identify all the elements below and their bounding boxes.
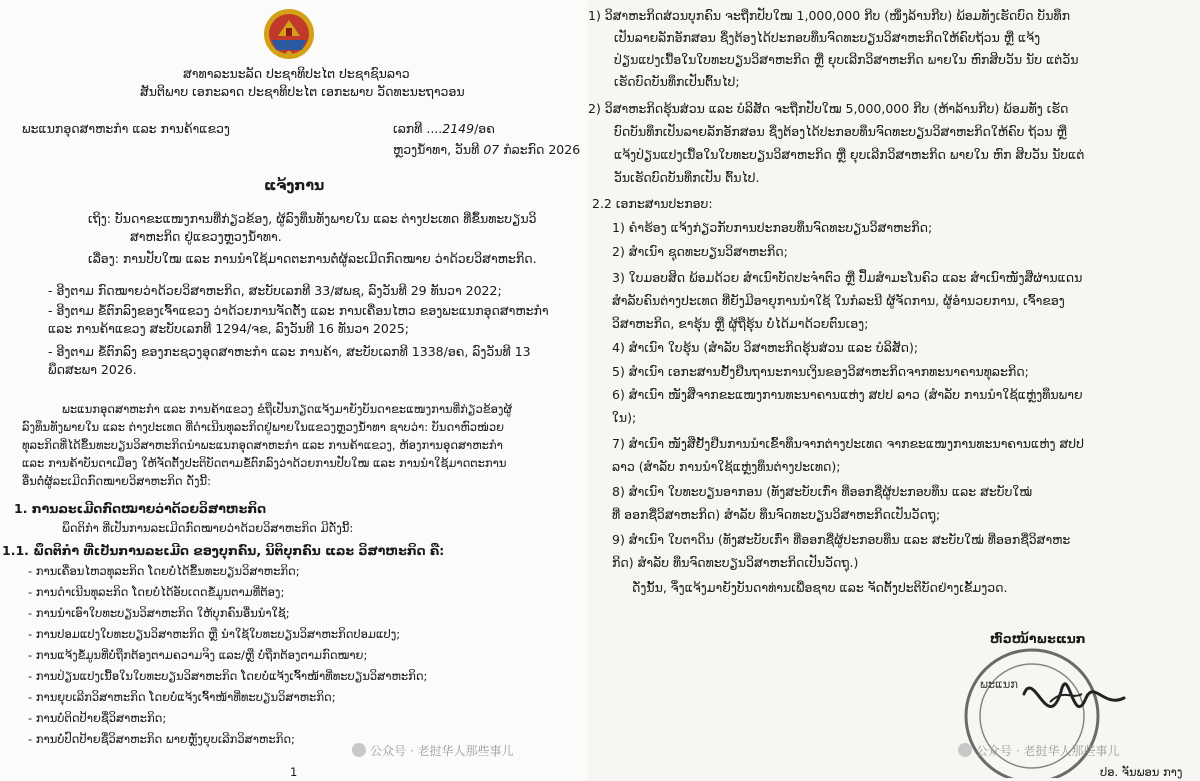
reference-3: - ອີງຕາມ ຂໍ້ຕົກລົງ ຂອງກະຊວງອຸດສາຫະກຳ ແລະ ການຄ້າ, ສະບັບເລກທີ 1338/ອຄ, ລົງວັນທີ 13: [48, 344, 531, 359]
section-1-1-heading: 1.1. ພຶດຕິກຳ ທີ່ເປັນການລະເມີດ ຂອງບຸກຄົນ, ນິຕິບຸກຄົນ ແລະ ວິສາຫະກິດ ຄື:: [2, 543, 445, 558]
document-item: 6) ສຳເນົາ ໜັງສືຈາກຂະແໜງການທະນາຄານແຫ່ງ ສປປ ລາວ (ສຳລັບ ການນຳໃຊ້ແຫຼ່ງທຶນພາຍ: [612, 387, 1083, 402]
violation-item: - ການບໍ່ປົດປ້າຍຊື່ວິສາຫະກິດ ພາຍຫຼັງຍຸບເລີກວິສາຫະກິດ;: [28, 732, 295, 746]
violation-item: - ການບໍ່ຕິດປ້າຍຊື່ວິສາຫະກິດ;: [28, 711, 167, 725]
date-suffix: ກໍລະກົດ 2026: [503, 142, 581, 157]
signer-name: ປອ. ຈັນພອນ ກາງ: [1100, 765, 1183, 779]
document-item: 7) ສຳເນົາ ໜັງສືຢັ້ງຢືນການນຳເຂົ້າທຶນຈາກຕ່າງປະເທດ ຈາກຂະແໜງການທະນາຄານແຫ່ງ ສປປ: [612, 436, 1084, 451]
violation-item: - ການປ່ຽນແປງເນື້ອໃນໃບທະບຽນວິສາຫະກິດ ໂດຍບໍ່ແຈ້ງເຈົ້າໜ້າທີ່ທະບຽນວິສາຫະກິດ;: [28, 669, 428, 683]
violation-item: - ການເຄື່ອນໄຫວທຸລະກິດ ໂດຍບໍ່ໄດ້ຂຶ້ນທະບຽນວິສາຫະກິດ;: [28, 564, 300, 578]
watermark-left: 公众号 · 老挝华人那些事儿: [352, 742, 513, 759]
violation-item: - ການດຳເນີນທຸລະກິດ ໂດຍບໍ່ໄດ້ອັບເດດຂໍ້ມູນຕາມທີ່ຕ້ອງ;: [28, 585, 285, 599]
closing-line: ດັ່ງນັ້ນ, ຈຶ່ງແຈ້ງມາຍັງບັນດາທ່ານເພື່ອຊາບ ແລະ ຈັດຕັ້ງປະຕິບັດຢ່າງເຂັ້ມງວດ.: [632, 580, 1008, 595]
penalty-2-line-2: ບົດບັນທຶກເປັນລາຍລັກອັກສອນ ຊຶ່ງຕ້ອງໄດ້ປະກອບທຶນຈົດທະບຽນວິສາຫະກິດໃຫ້ຄົບ ຖ້ວນ ຫຼື: [614, 124, 1067, 139]
body-line-5: ອື່ນຕໍ່ຜູ້ລະເມີດກົດໝາຍວິສາຫະກິດ ດັ່ງນີ້:: [22, 474, 211, 488]
document-item-cont: ສຳລັບຄົນຕ່າງປະເທດ ທີ່ຍັງມີອາຍຸການນຳໃຊ້ ໃນກໍລະນີ ຜູ້ຈັດການ, ຜູ້ອຳນວຍການ, ເຈົ້າຂອງ: [612, 293, 1065, 308]
section-2-2-heading: 2.2 ເອກະສານປະກອບ:: [592, 196, 713, 211]
section-1-heading: 1. ການລະເມີດກົດໝາຍວ່າດ້ວຍວິສາຫະກິດ: [14, 501, 267, 516]
penalty-2-line-4: ວັນເຮັດບົດບັນທຶກເປັນ ຕົ້ນໄປ.: [614, 170, 760, 185]
ministry-name: ພະແນກອຸດສາຫະກຳ ແລະ ການຄ້າແຂວງ: [22, 121, 230, 136]
penalty-1-line-2: ເປັນລາຍລັກອັກສອນ ຊຶ່ງຕ້ອງໄດ້ປະກອບທຶນຈົດທະບຽນວິສາຫະກິດໃຫ້ຄົບຖ້ວນ ຫຼື ແຈ້ງ: [614, 30, 1041, 45]
document-item: 2) ສຳເນົາ ຊຸດທະບຽນວິສາຫະກິດ;: [612, 244, 788, 259]
reference-1: - ອີງຕາມ ກົດໝາຍວ່າດ້ວຍວິສາຫະກິດ, ສະບັບເລກທີ 33/ສພຊ, ລົງວັນທີ 29 ທັນວາ 2022;: [48, 283, 502, 298]
body-line-3: ທຸລະກິດທີ່ໄດ້ຂຶ້ນທະບຽນວິສາຫະກິດນຳພະແນກອຸດສາຫະກຳ ແລະ ການຄ້າແຂວງ, ຫ້ອງການອຸດສາຫະກຳ: [22, 438, 503, 452]
reference-3-cont: ພຶດສະພາ 2026.: [48, 362, 137, 377]
penalty-1-line-1: 1) ວິສາຫະກິດສ່ວນບຸກຄົນ ຈະຖືກປັບໃໝ 1,000,000 ກີບ (ໜຶ່ງລ້ານກີບ) ພ້ອມທັງເຮັດບົດ ບັນທຶກ: [588, 8, 1071, 23]
wechat-icon: [958, 743, 972, 757]
doc-no-suffix: /ອຄ: [474, 121, 495, 136]
document-item: 5) ສຳເນົາ ເອກະສານຢັ້ງຢືນຖານະການເງິນຂອງວິສາຫະກິດຈາກທະນາຄານທຸລະກິດ;: [612, 364, 1029, 379]
document-item-cont: ກິດ) ສຳລັບ ທຶນຈົດທະບຽນວິສາຫະກິດເປັນວັດຖຸ.): [612, 555, 859, 570]
notice-title: ແຈ້ງການ: [264, 178, 325, 194]
violation-item: - ການນຳເອົາໃບທະບຽນວິສາຫະກິດ ໃຫ້ບຸກຄົນອື່ນນຳໃຊ້;: [28, 606, 290, 620]
date-prefix: ຫຼວງນ້ຳທາ, ວັນທີ: [393, 142, 480, 157]
reference-2-cont: ແລະ ການຄ້າແຂວງ ສະບັບເລກທີ 1294/ຈຂ, ລົງວັນທີ 16 ທັນວາ 2025;: [48, 321, 409, 336]
document-item: 3) ໃບມອບສິດ ພ້ອມດ້ວຍ ສຳເນົາບັດປະຈຳຕົວ ຫຼື ປຶ້ມສຳມະໂນຄົວ ແລະ ສຳເນົາໜັງສືຜ່ານແດນ: [612, 270, 1083, 285]
document-item-cont: ໃນ);: [612, 410, 637, 425]
section-1-intro: ພຶດຕິກຳ ທີ່ເປັນການລະເມີດກົດໝາຍວ່າດ້ວຍວິສາຫະກິດ ມີດັ່ງນີ້:: [62, 521, 354, 535]
document-item: 4) ສຳເນົາ ໃບຮຸ້ນ (ສຳລັບ ວິສາຫະກິດຮຸ້ນສ່ວນ ແລະ ບໍລິສັດ);: [612, 340, 919, 355]
left-page: [0, 0, 588, 781]
document-item: 9) ສຳເນົາ ໃບຕາດິນ (ທັງສະບັບເກົ່າ ທີ່ອອກຊື່ຜູ້ປະກອບທຶນ ແລະ ສະບັບໃໝ່ ທີ່ອອກຊື່ວິສາຫະ: [612, 532, 1071, 547]
penalty-1-line-4: ເຮັດບົດບັນທຶກເປັນຕົ້ນໄປ;: [614, 74, 740, 89]
document-item-cont: ລາວ (ສຳລັບ ການນຳໃຊ້ແຫຼ່ງທຶນຕ່າງປະເທດ);: [612, 459, 841, 474]
header-line-2: ສັນຕິພາບ ເອກະລາດ ປະຊາທິປະໄຕ ເອກະພາບ ວັດທະນະຖາວອນ: [140, 84, 465, 99]
watermark-right: 公众号 · 老挝华人那些事儿: [958, 742, 1119, 759]
date-day: 07: [483, 142, 500, 157]
subject-line: ເລື່ອງ: ການປັບໃໝ ແລະ ການນຳໃຊ້ມາດຕະການຕໍ່ຜູ້ລະເມີດກົດໝາຍ ວ່າດ້ວຍວິສາຫະກິດ.: [88, 251, 537, 266]
penalty-2-line-1: 2) ວິສາຫະກິດຮຸ້ນສ່ວນ ແລະ ບໍລິສັດ ຈະຖືກປັບໃໝ 5,000,000 ກີບ (ຫ້າລ້ານກີບ) ພ້ອມທັງ ເຮັດ: [588, 101, 1069, 116]
violation-item: - ການປອມແປງໃບທະບຽນວິສາຫະກິດ ຫຼື ນຳໃຊ້ໃບທະບຽນວິສາຫະກິດປອມແປງ;: [28, 627, 401, 641]
document-number: ເລກທີ ....2149/ອຄ: [393, 121, 495, 136]
reference-2: - ອີງຕາມ ຂໍ້ຕົກລົງຂອງເຈົ້າແຂວງ ວ່າດ້ວຍການຈັດຕັ້ງ ແລະ ການເຄື່ອນໄຫວ ຂອງພະແນກອຸດສາຫະກຳ: [48, 303, 549, 318]
national-emblem-icon: [262, 6, 316, 62]
penalty-2-line-3: ແຈ້ງປ່ຽນແປງເນື້ອໃນໃບທະບຽນວິສາຫະກິດ ຫຼື ຍຸບເລີກວິສາຫະກິດ ພາຍໃນ ຫົກ ສິບວັນ ນັບແຕ່: [614, 147, 1085, 162]
wechat-icon: [352, 743, 366, 757]
document-date: [393, 142, 580, 158]
to-line-2: ສາຫະກິດ ຢູ່ແຂວງຫຼວງນ້ຳທາ.: [130, 229, 282, 244]
body-line-1: ພະແນກອຸດສາຫະກຳ ແລະ ການຄ້າແຂວງ ຂໍຖືເປັນກຽດແຈ້ງມາຍັງບັນດາຂະແໜງການທີ່ກ່ຽວຂ້ອງຜູ້: [62, 402, 513, 416]
violation-item: - ການຍຸບເລີກວິສາຫະກິດ ໂດຍບໍ່ແຈ້ງເຈົ້າໜ້າທີ່ທະບຽນວິສາຫະກິດ;: [28, 690, 336, 704]
doc-no-value: 2149: [442, 121, 475, 136]
penalty-1-line-3: ປ່ຽນແປງເນື້ອໃນໃບທະບຽນວິສາຫະກິດ ຫຼື ຍຸບເລີກວິສາຫະກິດ ພາຍໃນ ຫົກສິບວັນ ນັບ ແຕ່ວັນ: [614, 52, 1079, 67]
violation-item: - ການແຈ້ງຂໍ້ມູນທີ່ບໍ່ຖືກຕ້ອງຕາມຄວາມຈິງ ແລະ/ຫຼື ບໍ່ຖືກຕ້ອງຕາມກົດໝາຍ;: [28, 648, 368, 662]
to-line-1: ເຖິງ: ບັນດາຂະແໜງການທີ່ກ່ຽວຂ້ອງ, ຜູ້ລົງທຶນທັງພາຍໃນ ແລະ ຕ່າງປະເທດ ທີ່ຂຶ້ນທະບຽນວິ: [88, 211, 537, 226]
body-line-2: ລົງທຶນທັງພາຍໃນ ແລະ ຕ່າງປະເທດ ທີ່ດຳເນີນທຸລະກິດຢູ່ພາຍໃນແຂວງຫຼວງນ້ຳທາ ຊາບວ່າ: ບັນດາຫົວໜ່ວຍ: [22, 420, 505, 434]
doc-no-label: ເລກທີ: [393, 121, 423, 136]
document-item: 1) ຄຳຮ້ອງ ແຈ້ງກ່ຽວກັບການປະກອບທຶນຈົດທະບຽນວິສາຫະກິດ;: [612, 220, 933, 235]
right-page: [588, 0, 1200, 781]
page-number: 1: [290, 765, 298, 779]
document-item-cont: ວິສາຫະກິດ, ຂາຮຸ້ນ ຫຼື ຜູ້ຖືຮຸ້ນ ບໍ່ໄດ້ມາດ້ວຍຕົນເອງ;: [612, 316, 869, 331]
document-item-cont: ທີ່ ອອກຊື່ວິສາຫະກິດ) ສຳລັບ ທຶນຈົດທະບຽນວິສາຫະກິດເປັນວັດຖຸ;: [612, 507, 941, 522]
stamp-text: ພະແນກ: [980, 677, 1019, 691]
signature-title: ຫົວໜ້າພະແນກ: [990, 631, 1086, 646]
document-item: 8) ສຳເນົາ ໃບທະບຽນອາກອນ (ທັງສະບັບເກົ່າ ທີ່ອອກຊື່ຜູ້ປະກອບທຶນ ແລະ ສະບັບໃໝ່: [612, 484, 1033, 499]
header-line-1: ສາທາລະນະລັດ ປະຊາທິປະໄຕ ປະຊາຊົນລາວ: [183, 66, 410, 81]
body-line-4: ແລະ ການຄ້າບັນດາເມືອງ ໃຫ້ຈັດຕັ້ງປະຕິບັດຕາມຂໍ້ຕົກລົງວ່າດ້ວຍການປັບໃໝ ແລະ ການນຳໃຊ້ມາດຕະການ: [22, 456, 507, 470]
